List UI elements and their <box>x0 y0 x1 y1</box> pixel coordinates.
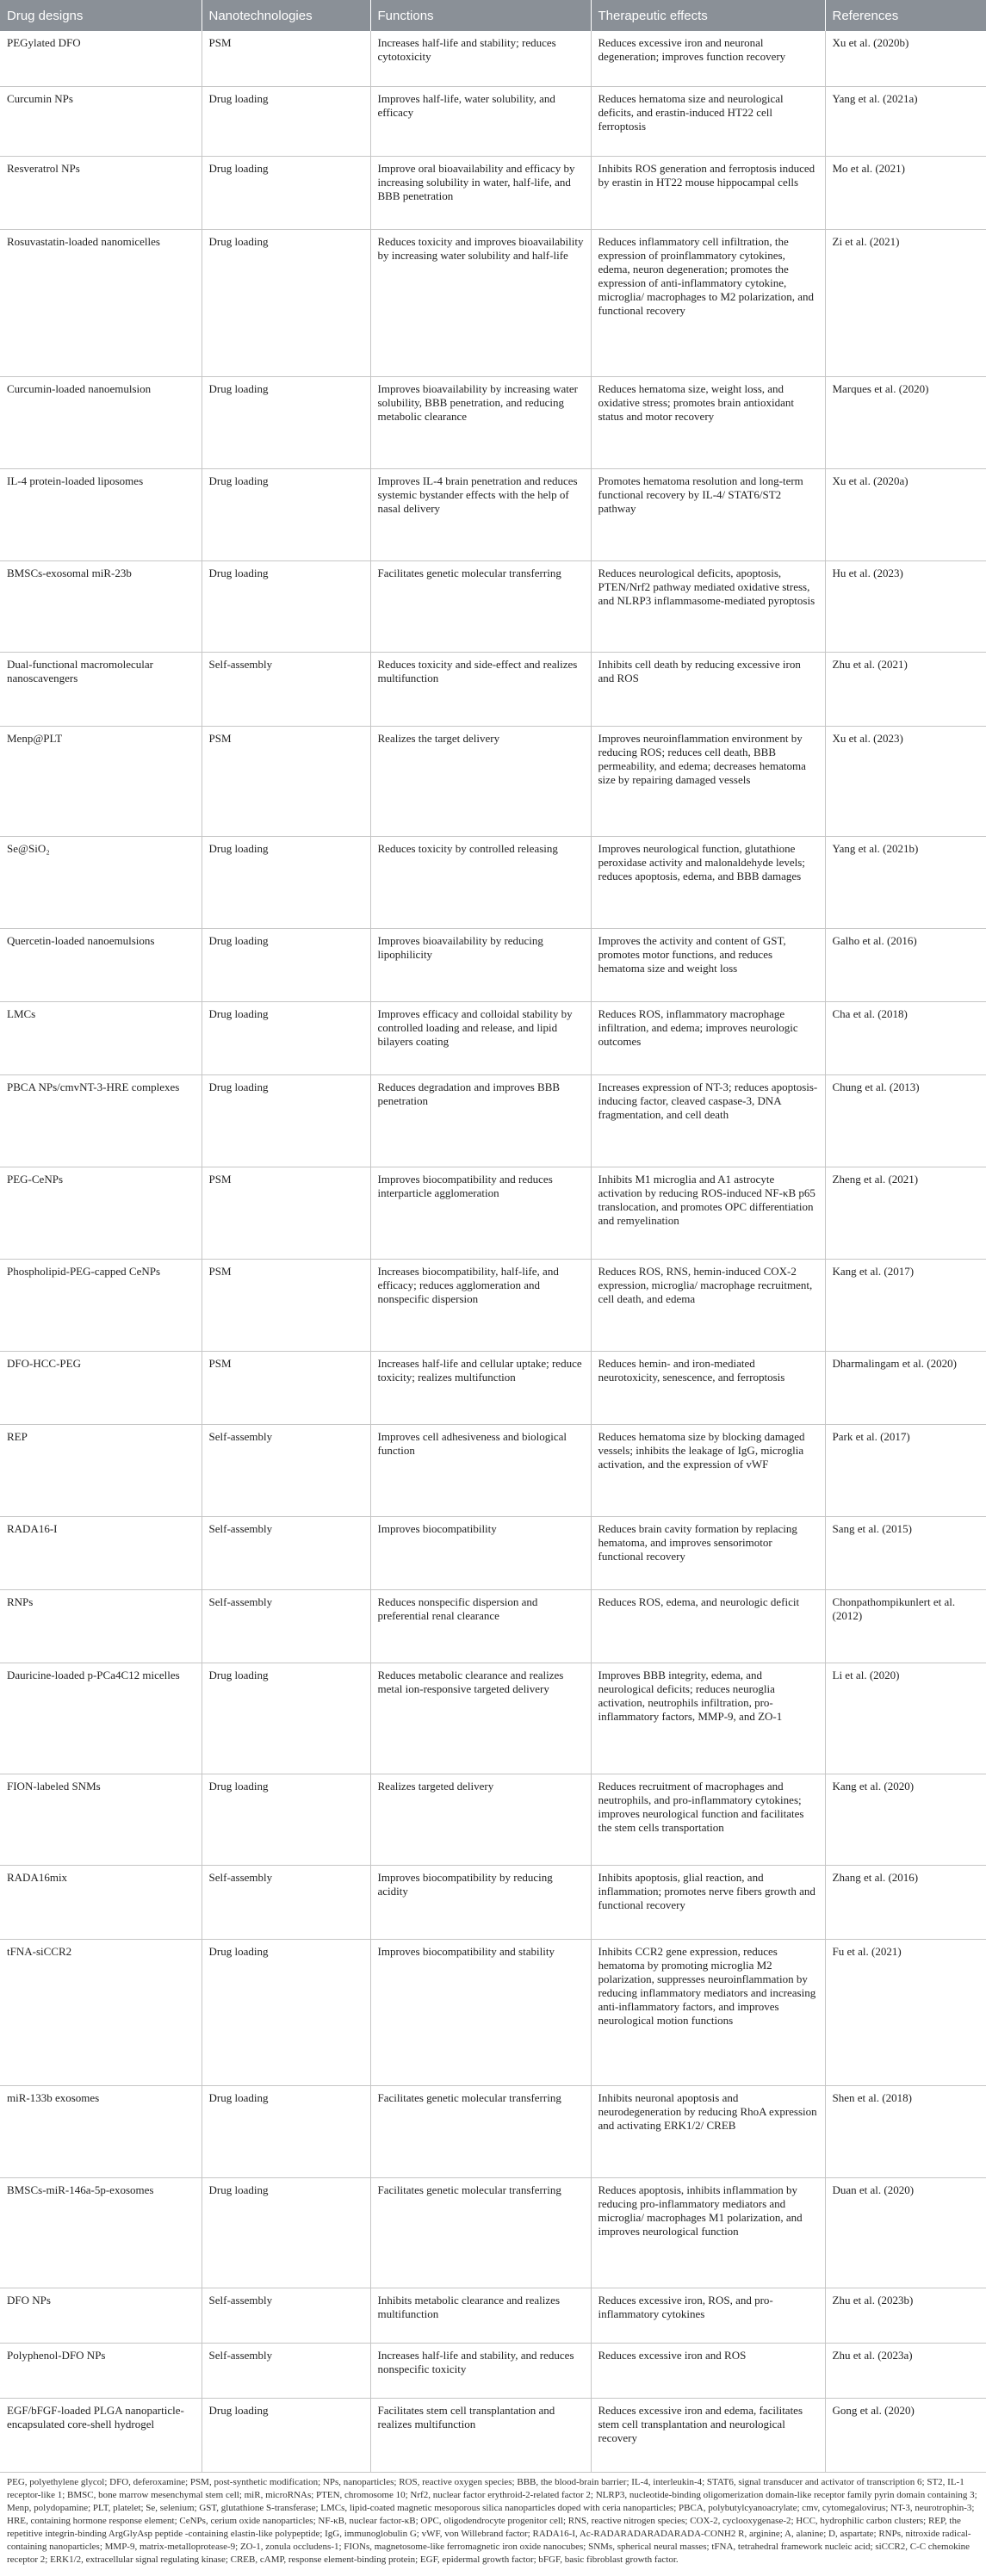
function-cell: Facilitates genetic molecular transferring <box>370 560 591 653</box>
table-row <box>0 1001 986 1074</box>
table-row <box>0 377 986 469</box>
function-cell: Reduces toxicity and side-effect and realizes multifunction <box>370 653 591 726</box>
therapeutic-effect-cell: Reduces excessive iron and neuronal degeneration; improves function recovery <box>591 31 825 86</box>
reference-cell: Fu et al. (2021) <box>825 1939 986 2086</box>
reference-cell: Yang et al. (2021b) <box>825 836 986 928</box>
table-row <box>0 156 986 229</box>
table-row <box>0 1516 986 1589</box>
therapeutic-effect-cell: Inhibits M1 microglia and A1 astrocyte activation by reducing ROS-induced NF-κB p65 translocation, and promotes OPC differentiation and remyelination <box>591 1167 825 1260</box>
nanotechnology-cell: Drug loading <box>202 468 370 560</box>
nanotechnology-cell: Self-assembly <box>202 653 370 726</box>
therapeutic-effect-cell: Reduces ROS, RNS, hemin-induced COX-2 expression, microglia/ macrophage recruitment, cell death, and edema <box>591 1259 825 1351</box>
function-cell: Increases biocompatibility, half-life, and efficacy; reduces agglomeration and nonspecific dispersion <box>370 1259 591 1351</box>
reference-cell: Sang et al. (2015) <box>825 1516 986 1589</box>
reference-cell: Marques et al. (2020) <box>825 377 986 469</box>
drug-design-cell: DFO-HCC-PEG <box>0 1351 202 1424</box>
drug-design-cell: Dual-functional macromolecular nanoscavengers <box>0 653 202 726</box>
nanotechnology-cell: Self-assembly <box>202 1590 370 1663</box>
nanotechnology-cell: Self-assembly <box>202 2288 370 2344</box>
reference-cell: Shen et al. (2018) <box>825 2086 986 2178</box>
therapeutic-effect-cell: Improves the activity and content of GST, promotes motor functions, and reduces hematoma size and weight loss <box>591 928 825 1001</box>
nanotechnology-cell: PSM <box>202 31 370 86</box>
table-body <box>0 31 986 2473</box>
nanotechnology-cell: PSM <box>202 1167 370 1260</box>
drug-design-cell: RADA16mix <box>0 1866 202 1939</box>
drug-design-cell: PEG-CeNPs <box>0 1167 202 1260</box>
drug-design-cell: FION-labeled SNMs <box>0 1774 202 1866</box>
drug-design-cell: PBCA NPs/cmvNT-3-HRE complexes <box>0 1075 202 1167</box>
therapeutic-effect-cell: Reduces ROS, inflammatory macrophage infiltration, and edema; improves neurologic outcomes <box>591 1001 825 1074</box>
nanotechnology-cell: PSM <box>202 1351 370 1424</box>
nanotechnology-cell: Drug loading <box>202 1774 370 1866</box>
nanotechnology-cell: Drug loading <box>202 156 370 229</box>
therapeutic-effect-cell: Improves BBB integrity, edema, and neurological deficits; reduces neuroglia activation, neutrophils infiltration, pro-inflammatory factors, MMP-9, and ZO-1 <box>591 1663 825 1774</box>
table-row <box>0 1866 986 1939</box>
drug-design-cell: REP <box>0 1424 202 1516</box>
reference-cell: Yang et al. (2021a) <box>825 86 986 156</box>
reference-cell: Dharmalingam et al. (2020) <box>825 1351 986 1424</box>
therapeutic-effect-cell: Promotes hematoma resolution and long-term functional recovery by IL-4/ STAT6/ST2 pathway <box>591 468 825 560</box>
therapeutic-effect-cell: Inhibits neuronal apoptosis and neurodegeneration by reducing RhoA expression and activating ERK1/2/ CREB <box>591 2086 825 2178</box>
therapeutic-effect-cell: Reduces hematoma size and neurological deficits, and erastin-induced HT22 cell ferroptosis <box>591 86 825 156</box>
function-cell: Improves bioavailability by increasing water solubility, BBB penetration, and reducing metabolic clearance <box>370 377 591 469</box>
drug-design-cell: Curcumin NPs <box>0 86 202 156</box>
nanotechnology-cell: Drug loading <box>202 1001 370 1074</box>
therapeutic-effect-cell: Reduces recruitment of macrophages and neutrophils, and pro-inflammatory cytokines; improves neurological function and facilitates the stem cells transportation <box>591 1774 825 1866</box>
header-functions: Functions <box>370 0 591 31</box>
function-cell: Improves biocompatibility <box>370 1516 591 1589</box>
drug-design-cell: BMSCs-miR-146a-5p-exosomes <box>0 2178 202 2288</box>
therapeutic-effect-cell: Reduces neurological deficits, apoptosis, PTEN/Nrf2 pathway mediated oxidative stress, and NLRP3 inflammasome-mediated pyroptosis <box>591 560 825 653</box>
reference-cell: Zi et al. (2021) <box>825 230 986 377</box>
therapeutic-effect-cell: Reduces hematoma size by blocking damaged vessels; inhibits the leakage of IgG, microglia activation, and the expression of vWF <box>591 1424 825 1516</box>
table-row <box>0 2288 986 2344</box>
therapeutic-effect-cell: Reduces apoptosis, inhibits inflammation by reducing pro-inflammatory mediators and microglia/ macrophages M1 polarization, and improves neurological function <box>591 2178 825 2288</box>
function-cell: Reduces nonspecific dispersion and preferential renal clearance <box>370 1590 591 1663</box>
drug-design-cell: RNPs <box>0 1590 202 1663</box>
function-cell: Reduces degradation and improves BBB penetration <box>370 1075 591 1167</box>
therapeutic-effect-cell: Reduces excessive iron, ROS, and pro-inflammatory cytokines <box>591 2288 825 2344</box>
reference-cell: Zhu et al. (2021) <box>825 653 986 726</box>
table-row <box>0 836 986 928</box>
nanotechnology-cell: Drug loading <box>202 377 370 469</box>
drug-design-cell: Dauricine-loaded p-PCa4C12 micelles <box>0 1663 202 1774</box>
reference-cell: Li et al. (2020) <box>825 1663 986 1774</box>
therapeutic-effect-cell: Reduces hematoma size, weight loss, and oxidative stress; promotes brain antioxidant status and motor recovery <box>591 377 825 469</box>
drug-design-cell: Resveratrol NPs <box>0 156 202 229</box>
reference-cell: Chonpathompikunlert et al. (2012) <box>825 1590 986 1663</box>
nanotechnology-cell: Drug loading <box>202 1075 370 1167</box>
function-cell: Increases half-life and stability; reduces cytotoxicity <box>370 31 591 86</box>
reference-cell: Gong et al. (2020) <box>825 2399 986 2473</box>
table-row <box>0 653 986 726</box>
drug-design-cell: PEGylated DFO <box>0 31 202 86</box>
function-cell: Reduces metabolic clearance and realizes metal ion-responsive targeted delivery <box>370 1663 591 1774</box>
nanotechnology-cell: PSM <box>202 1259 370 1351</box>
therapeutic-effect-cell: Inhibits ROS generation and ferroptosis induced by erastin in HT22 mouse hippocampal cells <box>591 156 825 229</box>
nanotechnology-cell: Drug loading <box>202 928 370 1001</box>
table-row <box>0 726 986 836</box>
nanotechnology-cell: Drug loading <box>202 2399 370 2473</box>
nanotechnology-cell: Drug loading <box>202 2178 370 2288</box>
drug-design-cell: miR-133b exosomes <box>0 2086 202 2178</box>
drug-design-cell: Rosuvastatin-loaded nanomicelles <box>0 230 202 377</box>
drug-design-cell: tFNA-siCCR2 <box>0 1939 202 2086</box>
table-row <box>0 1259 986 1351</box>
therapeutic-effect-cell: Reduces excessive iron and edema, facilitates stem cell transplantation and neurological recovery <box>591 2399 825 2473</box>
function-cell: Improves half-life, water solubility, and efficacy <box>370 86 591 156</box>
nanotechnology-cell: Self-assembly <box>202 2344 370 2399</box>
therapeutic-effect-cell: Improves neuroinflammation environment by reducing ROS; reduces cell death, BBB permeability, and edema; decreases hematoma size by repairing damaged vessels <box>591 726 825 836</box>
reference-cell: Xu et al. (2023) <box>825 726 986 836</box>
table-row <box>0 2344 986 2399</box>
nanotechnology-cell: Drug loading <box>202 2086 370 2178</box>
nanotechnology-cell: Drug loading <box>202 560 370 653</box>
reference-cell: Cha et al. (2018) <box>825 1001 986 1074</box>
function-cell: Improves IL-4 brain penetration and reduces systemic bystander effects with the help of nasal delivery <box>370 468 591 560</box>
header-references: References <box>825 0 986 31</box>
reference-cell: Kang et al. (2020) <box>825 1774 986 1866</box>
drug-design-cell: DFO NPs <box>0 2288 202 2344</box>
drug-design-cell: Se@SiO₂ <box>0 836 202 928</box>
therapeutic-effect-cell: Reduces excessive iron and ROS <box>591 2344 825 2399</box>
table-row <box>0 928 986 1001</box>
reference-cell: Xu et al. (2020b) <box>825 31 986 86</box>
function-cell: Improves biocompatibility and stability <box>370 1939 591 2086</box>
function-cell: Improves cell adhesiveness and biological function <box>370 1424 591 1516</box>
nanotechnology-cell: Drug loading <box>202 1663 370 1774</box>
therapeutic-effect-cell: Reduces inflammatory cell infiltration, the expression of proinflammatory cytokines, edema, neuron degeneration; promotes the expression of anti-inflammatory cytokine, microglia/ macrophages to M2 polarization, and functional recovery <box>591 230 825 377</box>
reference-cell: Xu et al. (2020a) <box>825 468 986 560</box>
reference-cell: Galho et al. (2016) <box>825 928 986 1001</box>
table-row <box>0 2086 986 2178</box>
reference-cell: Hu et al. (2023) <box>825 560 986 653</box>
therapeutic-effect-cell: Inhibits cell death by reducing excessive iron and ROS <box>591 653 825 726</box>
table-row <box>0 1939 986 2086</box>
function-cell: Realizes the target delivery <box>370 726 591 836</box>
function-cell: Improves efficacy and colloidal stability by controlled loading and release, and lipid bilayers coating <box>370 1001 591 1074</box>
table-row <box>0 1351 986 1424</box>
reference-cell: Kang et al. (2017) <box>825 1259 986 1351</box>
reference-cell: Zhang et al. (2016) <box>825 1866 986 1939</box>
drug-design-cell: RADA16-I <box>0 1516 202 1589</box>
drug-design-cell: Phospholipid-PEG-capped CeNPs <box>0 1259 202 1351</box>
reference-cell: Chung et al. (2013) <box>825 1075 986 1167</box>
drug-design-cell: EGF/bFGF-loaded PLGA nanoparticle-encapsulated core-shell hydrogel <box>0 2399 202 2473</box>
drug-design-cell: Curcumin-loaded nanoemulsion <box>0 377 202 469</box>
therapeutic-effect-cell: Reduces ROS, edema, and neurologic deficit <box>591 1590 825 1663</box>
header-therapeutic-effects: Therapeutic effects <box>591 0 825 31</box>
table-row <box>0 31 986 86</box>
nanotechnology-cell: Drug loading <box>202 230 370 377</box>
table-row <box>0 1167 986 1260</box>
table-row <box>0 1663 986 1774</box>
table-row <box>0 1424 986 1516</box>
therapeutic-effect-cell: Increases expression of NT-3; reduces apoptosis-inducing factor, cleaved caspase-3, DNA fragmentation, and cell death <box>591 1075 825 1167</box>
function-cell: Improve oral bioavailability and efficacy by increasing solubility in water, half-life, and BBB penetration <box>370 156 591 229</box>
table-row <box>0 560 986 653</box>
table-row <box>0 1075 986 1167</box>
function-cell: Improves biocompatibility by reducing acidity <box>370 1866 591 1939</box>
table-row <box>0 2178 986 2288</box>
function-cell: Facilitates stem cell transplantation and realizes multifunction <box>370 2399 591 2473</box>
function-cell: Realizes targeted delivery <box>370 1774 591 1866</box>
header-nanotechnologies: Nanotechnologies <box>202 0 370 31</box>
therapeutic-effect-cell: Inhibits CCR2 gene expression, reduces hematoma by promoting microglia M2 polarization, suppresses neuroinflammation by reducing inflammatory mediators and increasing anti-inflammatory factors, and improves neurological motion functions <box>591 1939 825 2086</box>
therapeutic-effect-cell: Inhibits apoptosis, glial reaction, and inflammation; promotes nerve fibers growth and functional recovery <box>591 1866 825 1939</box>
nanotechnology-cell: Drug loading <box>202 836 370 928</box>
table-row <box>0 1590 986 1663</box>
drug-design-cell: Menp@PLT <box>0 726 202 836</box>
drug-design-cell: LMCs <box>0 1001 202 1074</box>
function-cell: Reduces toxicity and improves bioavailability by increasing water solubility and half-life <box>370 230 591 377</box>
nanotechnology-cell: Self-assembly <box>202 1424 370 1516</box>
function-cell: Inhibits metabolic clearance and realizes multifunction <box>370 2288 591 2344</box>
reference-cell: Zhu et al. (2023b) <box>825 2288 986 2344</box>
header-drug-designs: Drug designs <box>0 0 202 31</box>
function-cell: Improves biocompatibility and reduces interparticle agglomeration <box>370 1167 591 1260</box>
reference-cell: Park et al. (2017) <box>825 1424 986 1516</box>
nanotechnology-cell: PSM <box>202 726 370 836</box>
table-row <box>0 1774 986 1866</box>
table-header <box>0 0 986 31</box>
nanotechnology-cell: Drug loading <box>202 1939 370 2086</box>
drug-design-cell: Polyphenol-DFO NPs <box>0 2344 202 2399</box>
function-cell: Facilitates genetic molecular transferring <box>370 2178 591 2288</box>
table-row <box>0 230 986 377</box>
therapeutic-effect-cell: Reduces brain cavity formation by replacing hematoma, and improves sensorimotor functional recovery <box>591 1516 825 1589</box>
function-cell: Increases half-life and cellular uptake; reduce toxicity; realizes multifunction <box>370 1351 591 1424</box>
function-cell: Increases half-life and stability, and reduces nonspecific toxicity <box>370 2344 591 2399</box>
therapeutic-effect-cell: Improves neurological function, glutathione peroxidase activity and malonaldehyde levels; reduces apoptosis, edema, and BBB damages <box>591 836 825 928</box>
table-footnote: PEG, polyethylene glycol; DFO, deferoxamine; PSM, post-synthetic modification; NPs, nanoparticles; ROS, reactive oxygen species; BBB, the blood-brain barrier; IL-4, interleukin-4; STAT6, signal transducer and activator of transcription 6; ST2, IL-1 receptor-like 1; BMSC, bone marrow mesenchymal stem cell; miR, microRNAs; PTEN, chromosome 10; Nrf2, nuclear factor erythroid-2-related factor 2; NLRP3, nucleotide-binding oligomerization domain-like receptor family pyrin domain containing 3; Menp, polydopamine; PLT, platelet; Se, selenium; GST, glutathione S-transferase; LMCs, lipid-coated magnetic mesoporous silica nanoparticles doped with ceria nanoparticles; PBCA, polybutylcyanoacrylate; cmv, cytomegalovirus; NT-3, neurotrophin-3; HRE, containing hormone response element; CeNPs, cerium oxide nanoparticles; NF-κB, nuclear factor-κB; OPC, oligodendrocyte progenitor cell; RNS, reactive nitrogen species; COX-2, cyclooxygenase-2; HCC, hydrophilic carbon clusters; REP, the repetitive integrin-binding ArgGlyAsp peptide -containing elastin-like polypeptide; IgG, immunoglobulin G; vWF, von Willebrand factor; RADA16-I, Ac-RADARADARADARADA-CONH2 R, arginine; A, alanine; D, aspartate; RNPs, nitroxide radical-containing nanoparticles; MMP-9, matrix-metalloprotease-9; ZO-1, zonula occludens-1; FIONs, magnetosome-like ferromagnetic iron oxide nanocubes; SNMs, spherical neural masses; tFNA, tetrahedral framework nucleic acid; siCCR2, C-C chemokine receptor 2; ERK1/2, extracellular signal regulating kinase; CREB, cAMP, response element-binding protein; EGF, epidermal growth factor; bFGF, basic fibroblast growth factor. <box>7 2477 977 2565</box>
table-row <box>0 86 986 156</box>
reference-cell: Mo et al. (2021) <box>825 156 986 229</box>
reference-cell: Zhu et al. (2023a) <box>825 2344 986 2399</box>
nanotechnology-cell: Self-assembly <box>202 1866 370 1939</box>
drug-design-cell: IL-4 protein-loaded liposomes <box>0 468 202 560</box>
function-cell: Facilitates genetic molecular transferring <box>370 2086 591 2178</box>
function-cell: Improves bioavailability by reducing lipophilicity <box>370 928 591 1001</box>
drug-design-cell: Quercetin-loaded nanoemulsions <box>0 928 202 1001</box>
table-row <box>0 2399 986 2473</box>
reference-cell: Zheng et al. (2021) <box>825 1167 986 1260</box>
nanotechnology-cell: Self-assembly <box>202 1516 370 1589</box>
reference-cell: Duan et al. (2020) <box>825 2178 986 2288</box>
nanotechnology-cell: Drug loading <box>202 86 370 156</box>
table-row <box>0 468 986 560</box>
function-cell: Reduces toxicity by controlled releasing <box>370 836 591 928</box>
drug-design-cell: BMSCs-exosomal miR-23b <box>0 560 202 653</box>
therapeutic-effect-cell: Reduces hemin- and iron-mediated neurotoxicity, senescence, and ferroptosis <box>591 1351 825 1424</box>
